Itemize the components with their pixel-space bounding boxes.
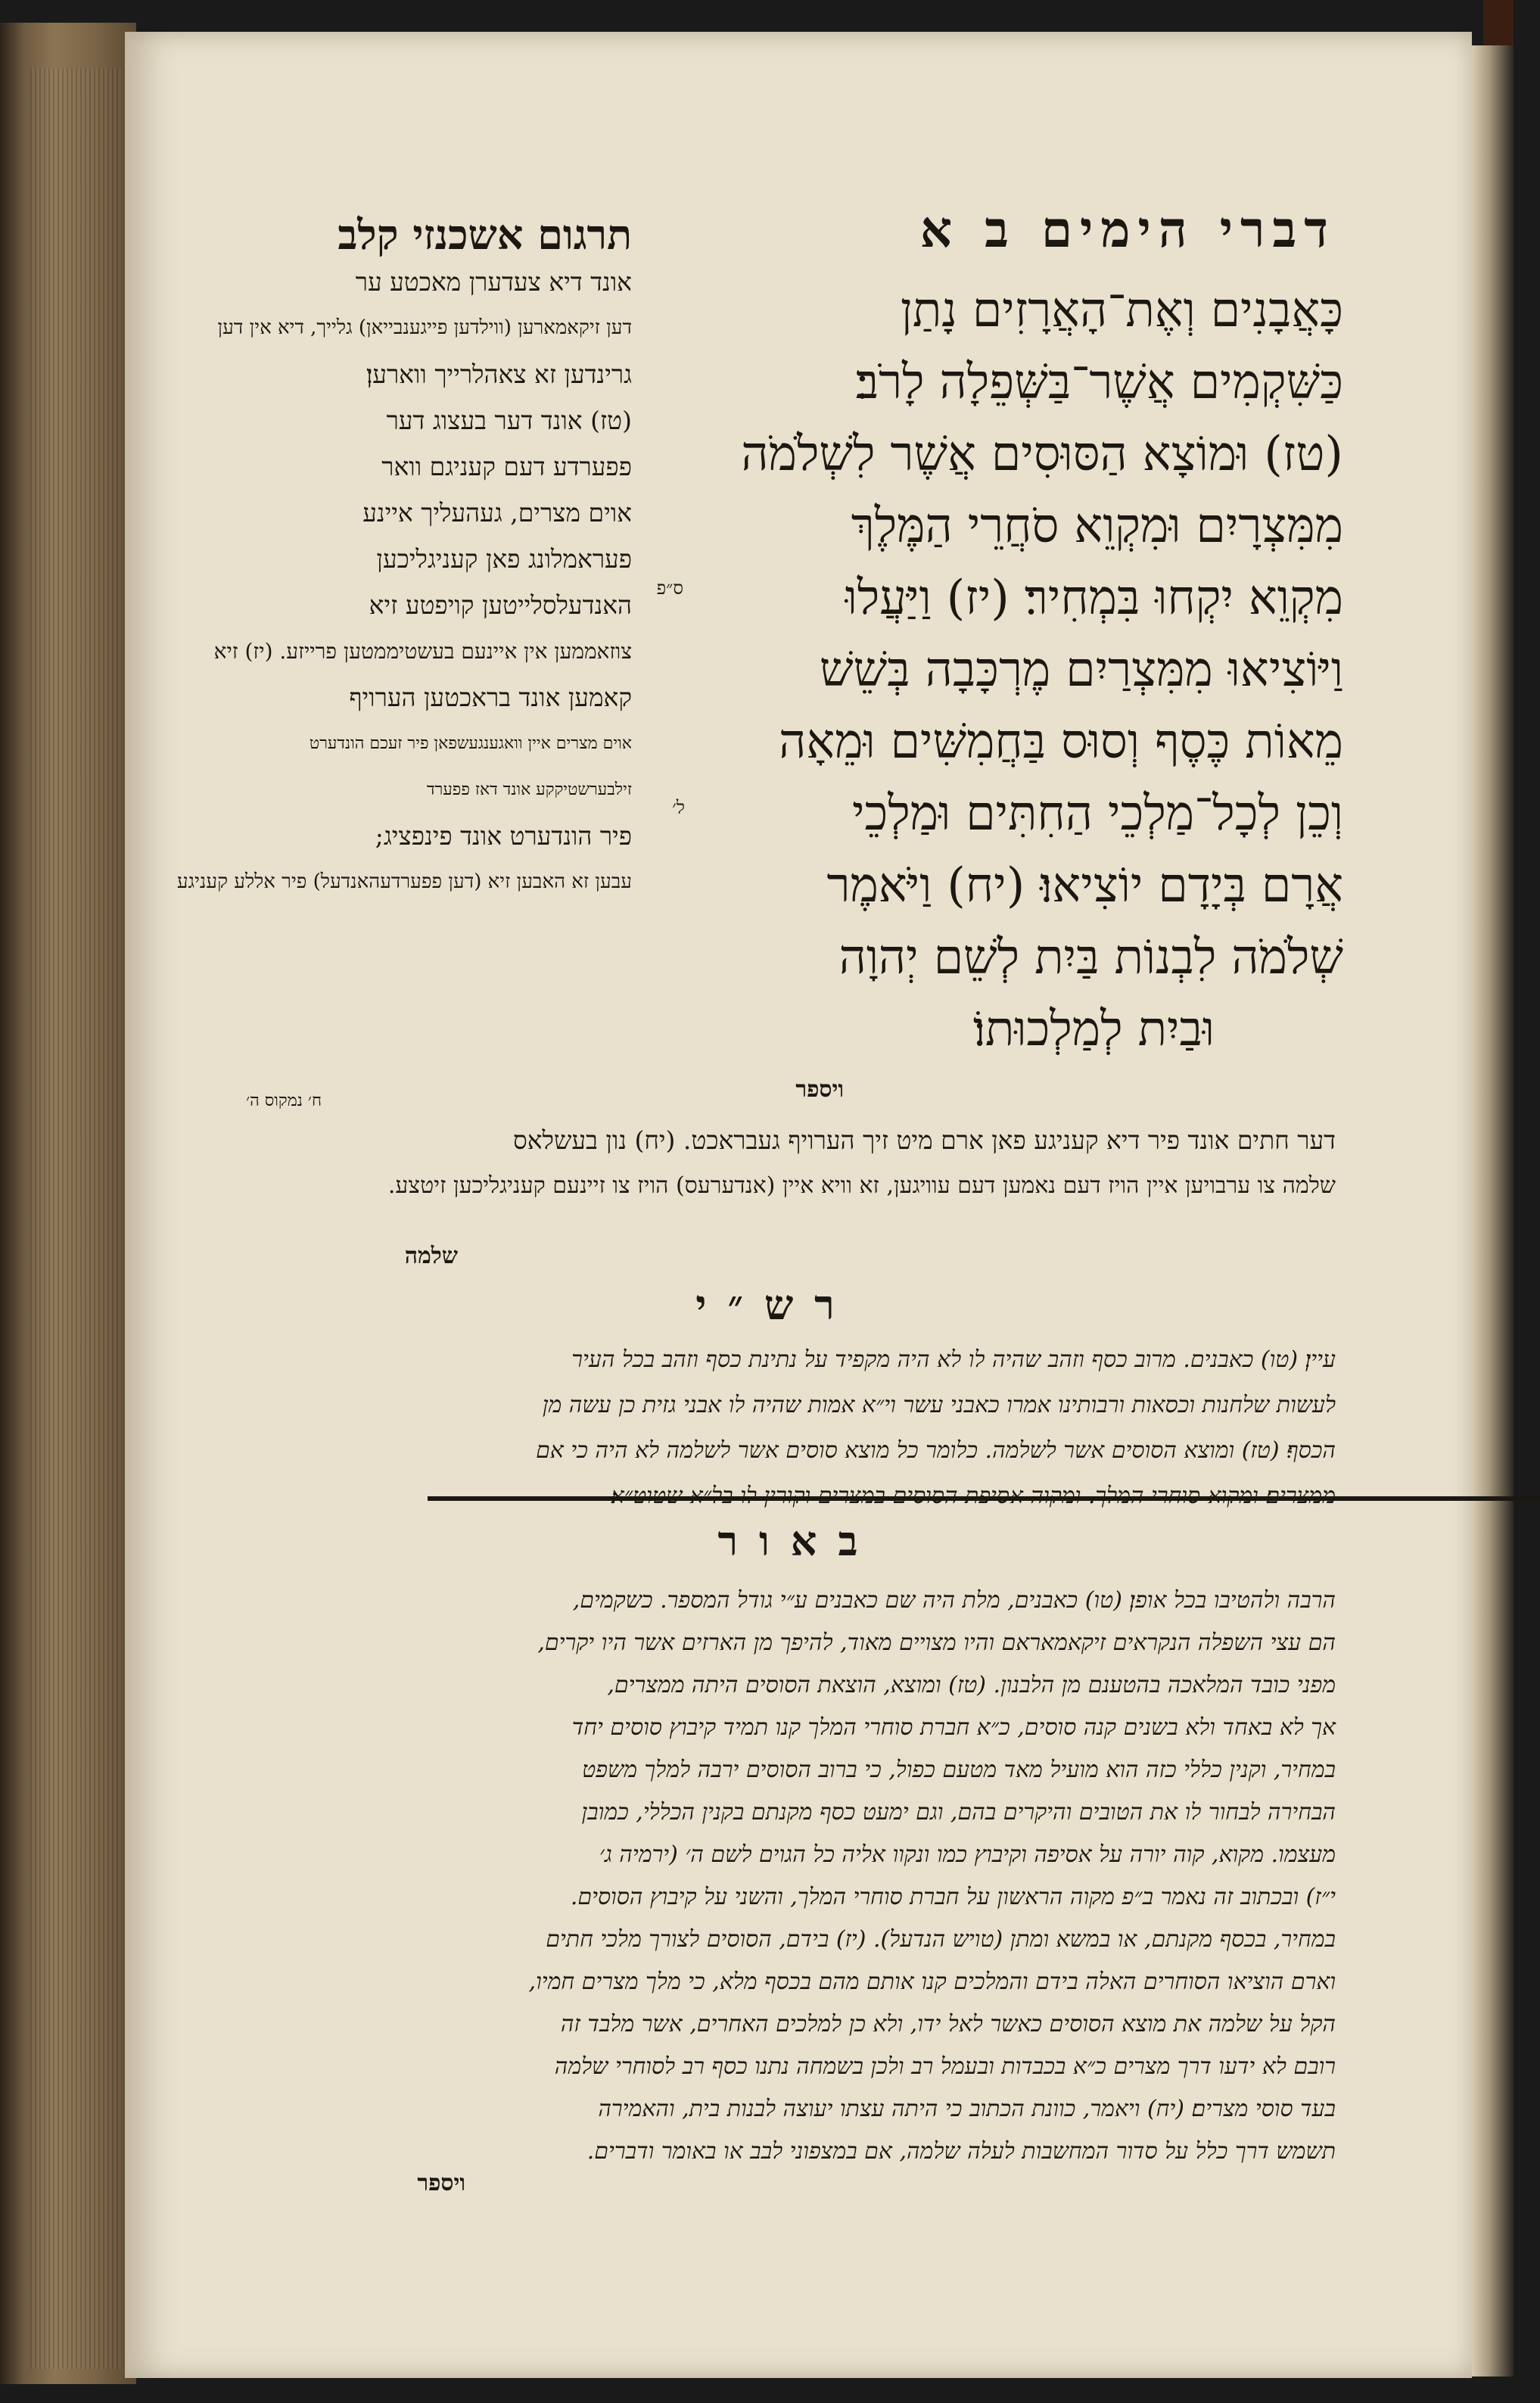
- catchword: ויספר: [795, 1076, 844, 1103]
- verse-line: כַּשִּׁקְמִים אֲשֶׁר־בַּשְּׁפֵלָה לָרֹב׃: [855, 354, 1343, 409]
- targum-title: תרגום אשכנזי קלב: [338, 210, 632, 259]
- biur-line: בעד סוסי מצרים׃ (יח) ויאמר, כוונת הכתוב כי היתה עצתו יעוצה לבנות בית, והאמירה: [598, 2096, 1336, 2122]
- targum-wide-line: שלמה צו ערבויען איין הויז דעם נאמען דעם עוויגען, זא וויא איין (אנדערעס) הויז צו זיינעם קעניגליכען זיטצע.: [387, 1172, 1336, 1199]
- page-title: דברי הימים ב א: [919, 200, 1336, 259]
- verse-line: אֲרָם בְּיָדָם יוֹצִיאוּ׃ (יח) וַיֹּאמֶר: [826, 858, 1343, 913]
- biur-line: מפני כובד המלאכה בהטענם מן הלבנון. (טז) ומוצא, הוצאת הסוסים היתה ממצרים,: [607, 1672, 1336, 1698]
- rashi-line: לעשות שלחנות וכסאות ורבותינו אמרו כאבני עשר וי״א אמות שהיה לו אבני גזית כן עשה מן: [542, 1392, 1336, 1418]
- biur-line: י״ז) ובכתוב זה נאמר ב״פ מקוה הראשון על חברת סוחרי המלך, והשני על קיבוץ הסוסים.: [570, 1884, 1336, 1910]
- targum-wide-line: דער חתים אונד פיר דיא קעניגע פאן ארם מיט זיך הערויף געבראכט. (יח) נון בעשלאס: [512, 1125, 1336, 1155]
- targum-line: קאמען אונד בראכטען הערויף: [349, 683, 632, 712]
- verse-line: מִמִּצְרָיִם וּמִקְוֵא סֹחֲרֵי הַמֶּלֶךְ: [851, 498, 1343, 553]
- catchword: שלמה: [404, 1243, 458, 1269]
- verse-line: מִקְוֵא יִקְחוּ בִּמְחִיר׃ (יז) וַיַּעֲלוּ: [845, 570, 1343, 625]
- biur-line: מעצמו. מקוא, קוה יורה על אסיפה וקיבוץ כמו ונקוו אליה כל הגוים לשם ה׳ (ירמיה ג׳: [599, 1841, 1336, 1868]
- page-gutter: [1472, 45, 1514, 2377]
- verse-line: וְכֵן לְכָל־מַלְכֵי הַחִתִּים וּמַלְכֵי: [851, 786, 1343, 841]
- biur-line: הרבה ולהטיבו בכל אופן׃ (טו) כאבנים, מלת היה שם כאבנים ע״י גודל המספר. כשקמים,: [572, 1587, 1336, 1614]
- targum-line: (טז) אונד דער בעצוג דער: [386, 406, 632, 435]
- targum-line: אונד דיא צעדערן מאכטע ער: [355, 267, 632, 297]
- biur-line: רובם לא ידעו דרך מצרים כ״א בכבדות ובעמל רב ולכן בשמחה נתנו כסף רב לסוחרי שלמה: [554, 2053, 1336, 2080]
- verse-line: וּבַיִת לְמַלְכוּתוֹ׃: [972, 1001, 1215, 1057]
- rashi-line: הכסף׃ (טז) ומוצא הסוסים אשר לשלמה. כלומר כל מוצא סוסים אשר לשלמה לא היה כי אם: [536, 1437, 1336, 1464]
- biur-line: במחיר, וקנין כללי כזה הוא מועיל מאד מטעם כפול, כי ברוב הסוסים ירבה למלך משפט: [582, 1757, 1336, 1783]
- biur-line: וארם הוציאו הסוחרים האלה בידם והמלכים קנו אותם מהם בכסף מלא, כי מלך מצרים חמיו,: [528, 1969, 1336, 1995]
- biur-line: הקל על שלמה את מוצא הסוסים כאשר לאל ידו, ולא כן למלכים האחרים, אשר מלבד זה: [560, 2011, 1336, 2037]
- verse-line: וַיּוֹצִיאוּ מִמִּצְרַיִם מֶרְכָּבָה בְּשֵׁשׁ: [819, 642, 1343, 697]
- biur-line: במחיר, בכסף מקנתם, או במשא ומתן (טויש הנדעל). (יז) בידם, הסוסים לצורך מלכי חתים: [546, 1926, 1336, 1953]
- verse-line: מֵאוֹת כֶּסֶף וְסוּס בַּחֲמִשִּׁים וּמֵאָה: [779, 714, 1343, 769]
- biur-line: הם עצי השפלה הנקראים זיקאמאראם והיו מצויים מאוד, להיפך מן הארזים אשר היו יקרים,: [537, 1629, 1336, 1656]
- biur-line: הבחירה לבחור לו את הטובים והיקרים בהם, וגם ימעט כסף מקנתם בקנין הכללי, כמובן: [581, 1799, 1336, 1826]
- targum-line: עבען זא האבען זיא (דען פפערדעהאנדעל) פיר אללע קעניגע: [176, 870, 632, 893]
- targum-line: האנדעלסלייטען קויפטע זיא: [369, 590, 632, 620]
- rashi-line: עיין׃ (טו) כאבנים. מרוב כסף וזהב שהיה לו לא היה מקפיד על נתינת כסף וזהב בכל העיר: [571, 1346, 1336, 1373]
- targum-continuation: [95, 1118, 1336, 1209]
- targum-line: פיר הונדערט אונד פינפציג;: [375, 821, 632, 851]
- biur-heading: באור: [717, 1517, 879, 1565]
- margin-note: ל׳: [672, 797, 685, 818]
- margin-note: ס״פ: [656, 577, 683, 599]
- biur-commentary: [87, 1580, 1336, 2173]
- biur-line: אך לא באחד ולא בשנים קנה סוסים, כ״א חברת סוחרי המלך קנו תמיד קיבוץ סוסים יחד: [571, 1714, 1336, 1741]
- targum-line: דען זיקאמארען (ווילדען פייגענבייאן) גלייך, דיא אין דען: [217, 316, 632, 339]
- verse-line: שְׁלֹמֹה לִבְנוֹת בַּיִת לְשֵׁם יְהוָה: [838, 929, 1343, 985]
- targum-line: אוים מצרים, געהעליך איינע: [362, 498, 632, 528]
- targum-line: צוזאממען אין איינעם בעשטיממטען פרייזע. (יז) זיא: [213, 639, 632, 664]
- rashi-commentary: [95, 1337, 1336, 1519]
- catchword: ויספר: [417, 2170, 465, 2196]
- targum-line: אוים מצרים איין וואגענגעשפאן פיר זעכם הונדערט זילבערשטיקקע אונד דאז פפערד: [309, 734, 632, 799]
- targum-column: [176, 259, 632, 905]
- cover-edge: [1483, 0, 1514, 45]
- book-page: [125, 32, 1472, 2378]
- verse-line: (טז) וּמוֹצָא הַסּוּסִים אֲשֶׁר לִשְׁלֹמֹה: [741, 426, 1343, 481]
- margin-note: ח׳ נמקוס ה׳: [246, 1091, 322, 1110]
- rashi-heading: רש״י: [695, 1281, 856, 1329]
- biur-line: תשמש דרך כלל על סדור המחשבות לעלה שלמה, אם במצפוני לבב או באומר ודברים.: [586, 2138, 1336, 2165]
- verse-line: כָּאֲבָנִים וְאֶת־הָאֲרָזִים נָתַן: [900, 282, 1343, 338]
- verse-column: [700, 274, 1343, 1065]
- section-divider: [428, 1496, 1540, 1501]
- targum-line: גרינדען זא צאהלרייך ווארען׃: [366, 360, 632, 389]
- targum-line: פעראמלונג פאן קעניגליכען: [376, 544, 632, 574]
- targum-line: פפערדע דעם קעניגם וואר: [381, 452, 632, 481]
